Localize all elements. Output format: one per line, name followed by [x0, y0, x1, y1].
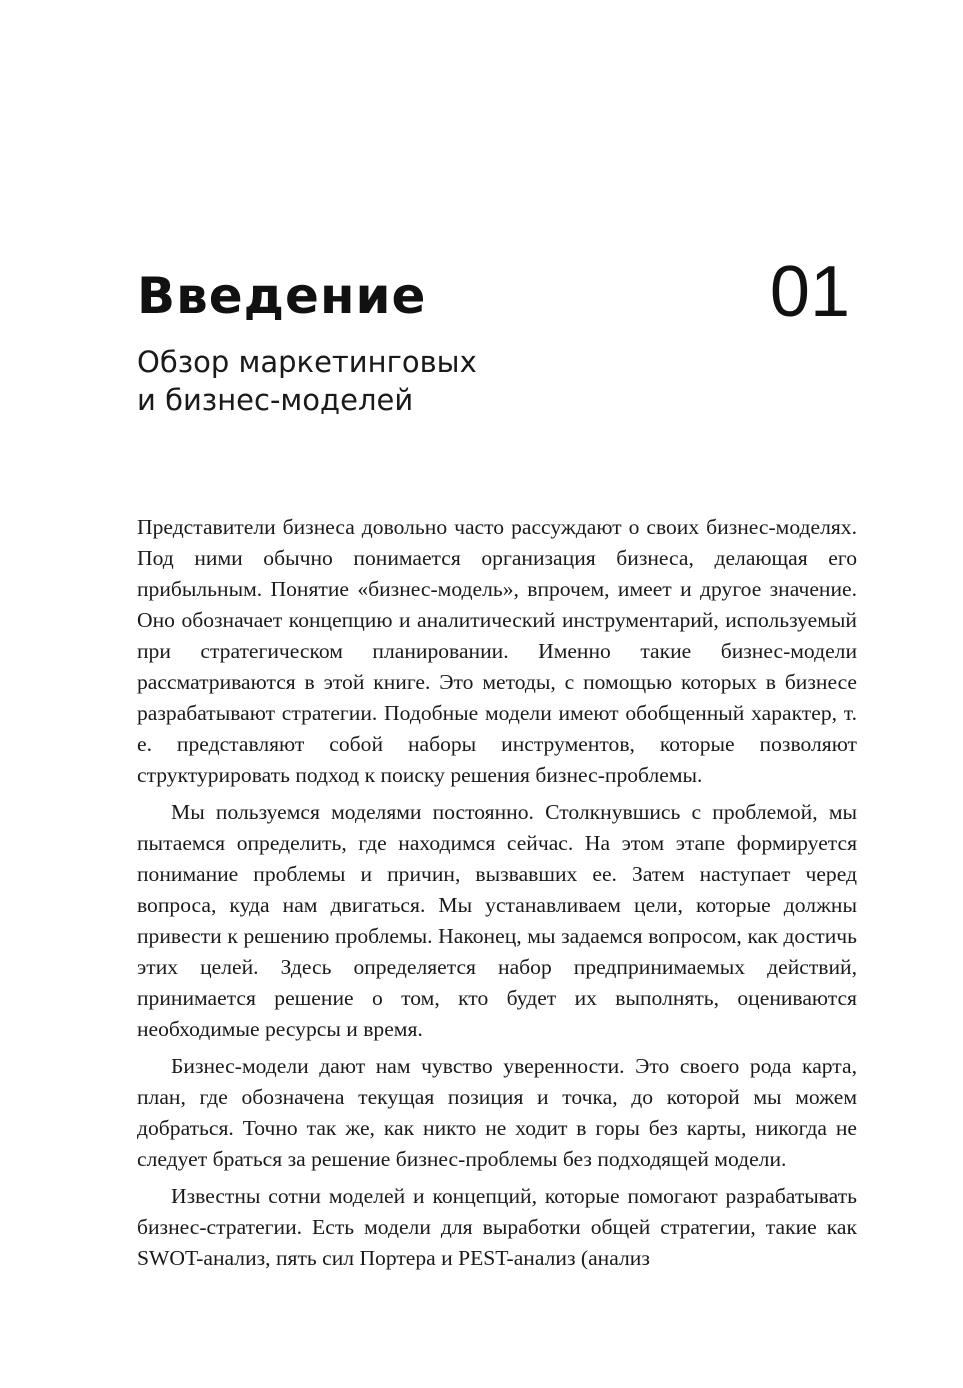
chapter-subtitle-line-1: Обзор маркетинговых	[137, 345, 477, 379]
body-text	[137, 512, 857, 1280]
chapter-subtitle-line-2: и бизнес-моделей	[137, 383, 414, 417]
paragraph-4: Известны сотни моделей и концепций, которые помогают разрабатывать бизнес-стратегии. Есть модели для выработки общей стратегии, такие как SWOT-анализ, пять сил Портера и PEST-анализ (анализ	[137, 1184, 857, 1270]
paragraph-3: Бизнес-модели дают нам чувство уверенности. Это своего рода карта, план, где обозначена текущая позиция и точка, до которой мы можем добраться. Точно так же, как никто не ходит в горы без карты, никогда не следует браться за решение бизнес-проблемы без подходящей модели.	[137, 1054, 857, 1171]
paragraph-2: Мы пользуемся моделями постоянно. Столкнувшись с проблемой, мы пытаемся определить, где находимся сейчас. На этом этапе формируется понимание проблемы и причин, вызвавших ее. Затем наступает черед вопроса, куда нам двигаться. Мы устанавливаем цели, которые должны привести к решению проблемы. Наконец, мы задаемся вопросом, как достичь этих целей. Здесь определяется набор предпринимаемых действий, принимается решение о том, кто будет их выполнять, оцениваются необходимые ресурсы и время.	[137, 800, 857, 1041]
chapter-title: Введение	[137, 267, 427, 325]
chapter-subtitle	[137, 343, 737, 419]
chapter-number: 01	[769, 252, 850, 332]
paragraph-1: Представители бизнеса довольно часто рассуждают о своих бизнес-моделях. Под ними обычно понимается организация бизнеса, делающая его прибыльным. Понятие «бизнес-модель», впрочем, имеет и другое значение. Оно обозначает концепцию и аналитический инструментарий, используемый при стратегическом планировании. Именно такие бизнес-модели рассматриваются в этой книге. Это методы, с помощью которых в бизнесе разрабатывают стратегии. Подобные модели имеют обобщенный характер, т. е. представляют собой наборы инструментов, которые позволяют структурировать подход к поиску решения бизнес-проблемы.	[137, 515, 857, 787]
